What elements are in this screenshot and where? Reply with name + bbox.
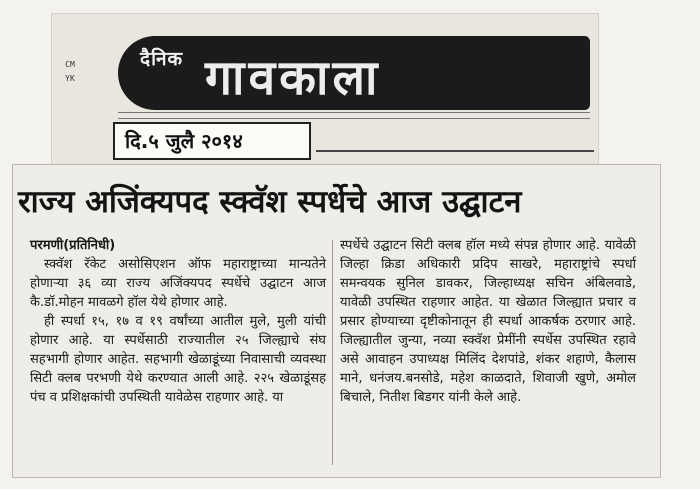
- column-divider: [332, 240, 333, 465]
- article-paragraph: स्पर्धेचे उद्घाटन सिटी क्लब हॉल मध्ये संपन्न होणार आहे. यावेळी जिल्हा क्रिडा अधिकारी प्रदिप साखरे, महाराष्ट्रांचे स्पर्धा समन्वयक सुनिल डावकर, जिल्हाध्यक्ष सचिन अंबिलवाडे, यावेळी उपस्थित राहणार आहेत. या खेळात जिल्ह्यात प्रचार व प्रसार होण्याच्या दृष्टीकोनातून ही स्पर्धा आकर्षक ठरणार आहे. जिल्ह्यातील जुन्या, नव्या स्क्वॅश प्रेमींनी स्पर्धेस उपस्थित रहावे असे आवाहन उपाध्यक्ष मिलिंद देशपांडे, शंकर शहाणे, कैलास माने, धनंजय.बनसोडे, महेश काळदाते, शिवाजी खुणे, अमोल बिचाले, नितीश बिडगर यांनी केले आहे.: [340, 238, 636, 405]
- article-column-right: [340, 236, 636, 407]
- publication-date: दि.५ जुलै २०१४: [113, 122, 311, 160]
- article-column-left: [30, 236, 326, 407]
- date-rule: [316, 150, 594, 152]
- masthead-rule: [118, 112, 590, 119]
- article-paragraph: स्क्वॅश रॅकेट असोसिएशन ऑफ महाराष्ट्राच्या मान्यतेने होणाऱ्या ३६ व्या राज्य अजिंक्यपद स्पर्धेचे उद्घाटन आज कै.डॉ.मोहन मावळगे हॉल येथे होणार आहे.: [30, 257, 326, 310]
- masthead-prefix: दैनिक: [140, 48, 184, 70]
- cmyk-marker: CMYK: [65, 60, 75, 83]
- newspaper-name: गावकाला: [205, 50, 382, 106]
- article-paragraph: ही स्पर्धा १५, १७ व १९ वर्षांच्या आतील मुले, मुली यांची होणार आहे. या स्पर्धेसाठी राज्यातील २५ जिल्ह्याचे संघ सहभागी होणार आहेत. सहभागी खेळाडूंच्या निवासाची व्यवस्था सिटी क्लब परभणी येथे करण्यात आली आहे. २२५ खेळाडूंसह पंच व प्रशिक्षकांची उपस्थिती यावेळेस राहणार आहे. या: [30, 314, 326, 405]
- article-dateline: परमणी(प्रतिनिधी): [30, 238, 116, 253]
- article-headline: राज्य अजिंक्यपद स्क्वॅश स्पर्धेचे आज उद्घाटन: [18, 184, 522, 220]
